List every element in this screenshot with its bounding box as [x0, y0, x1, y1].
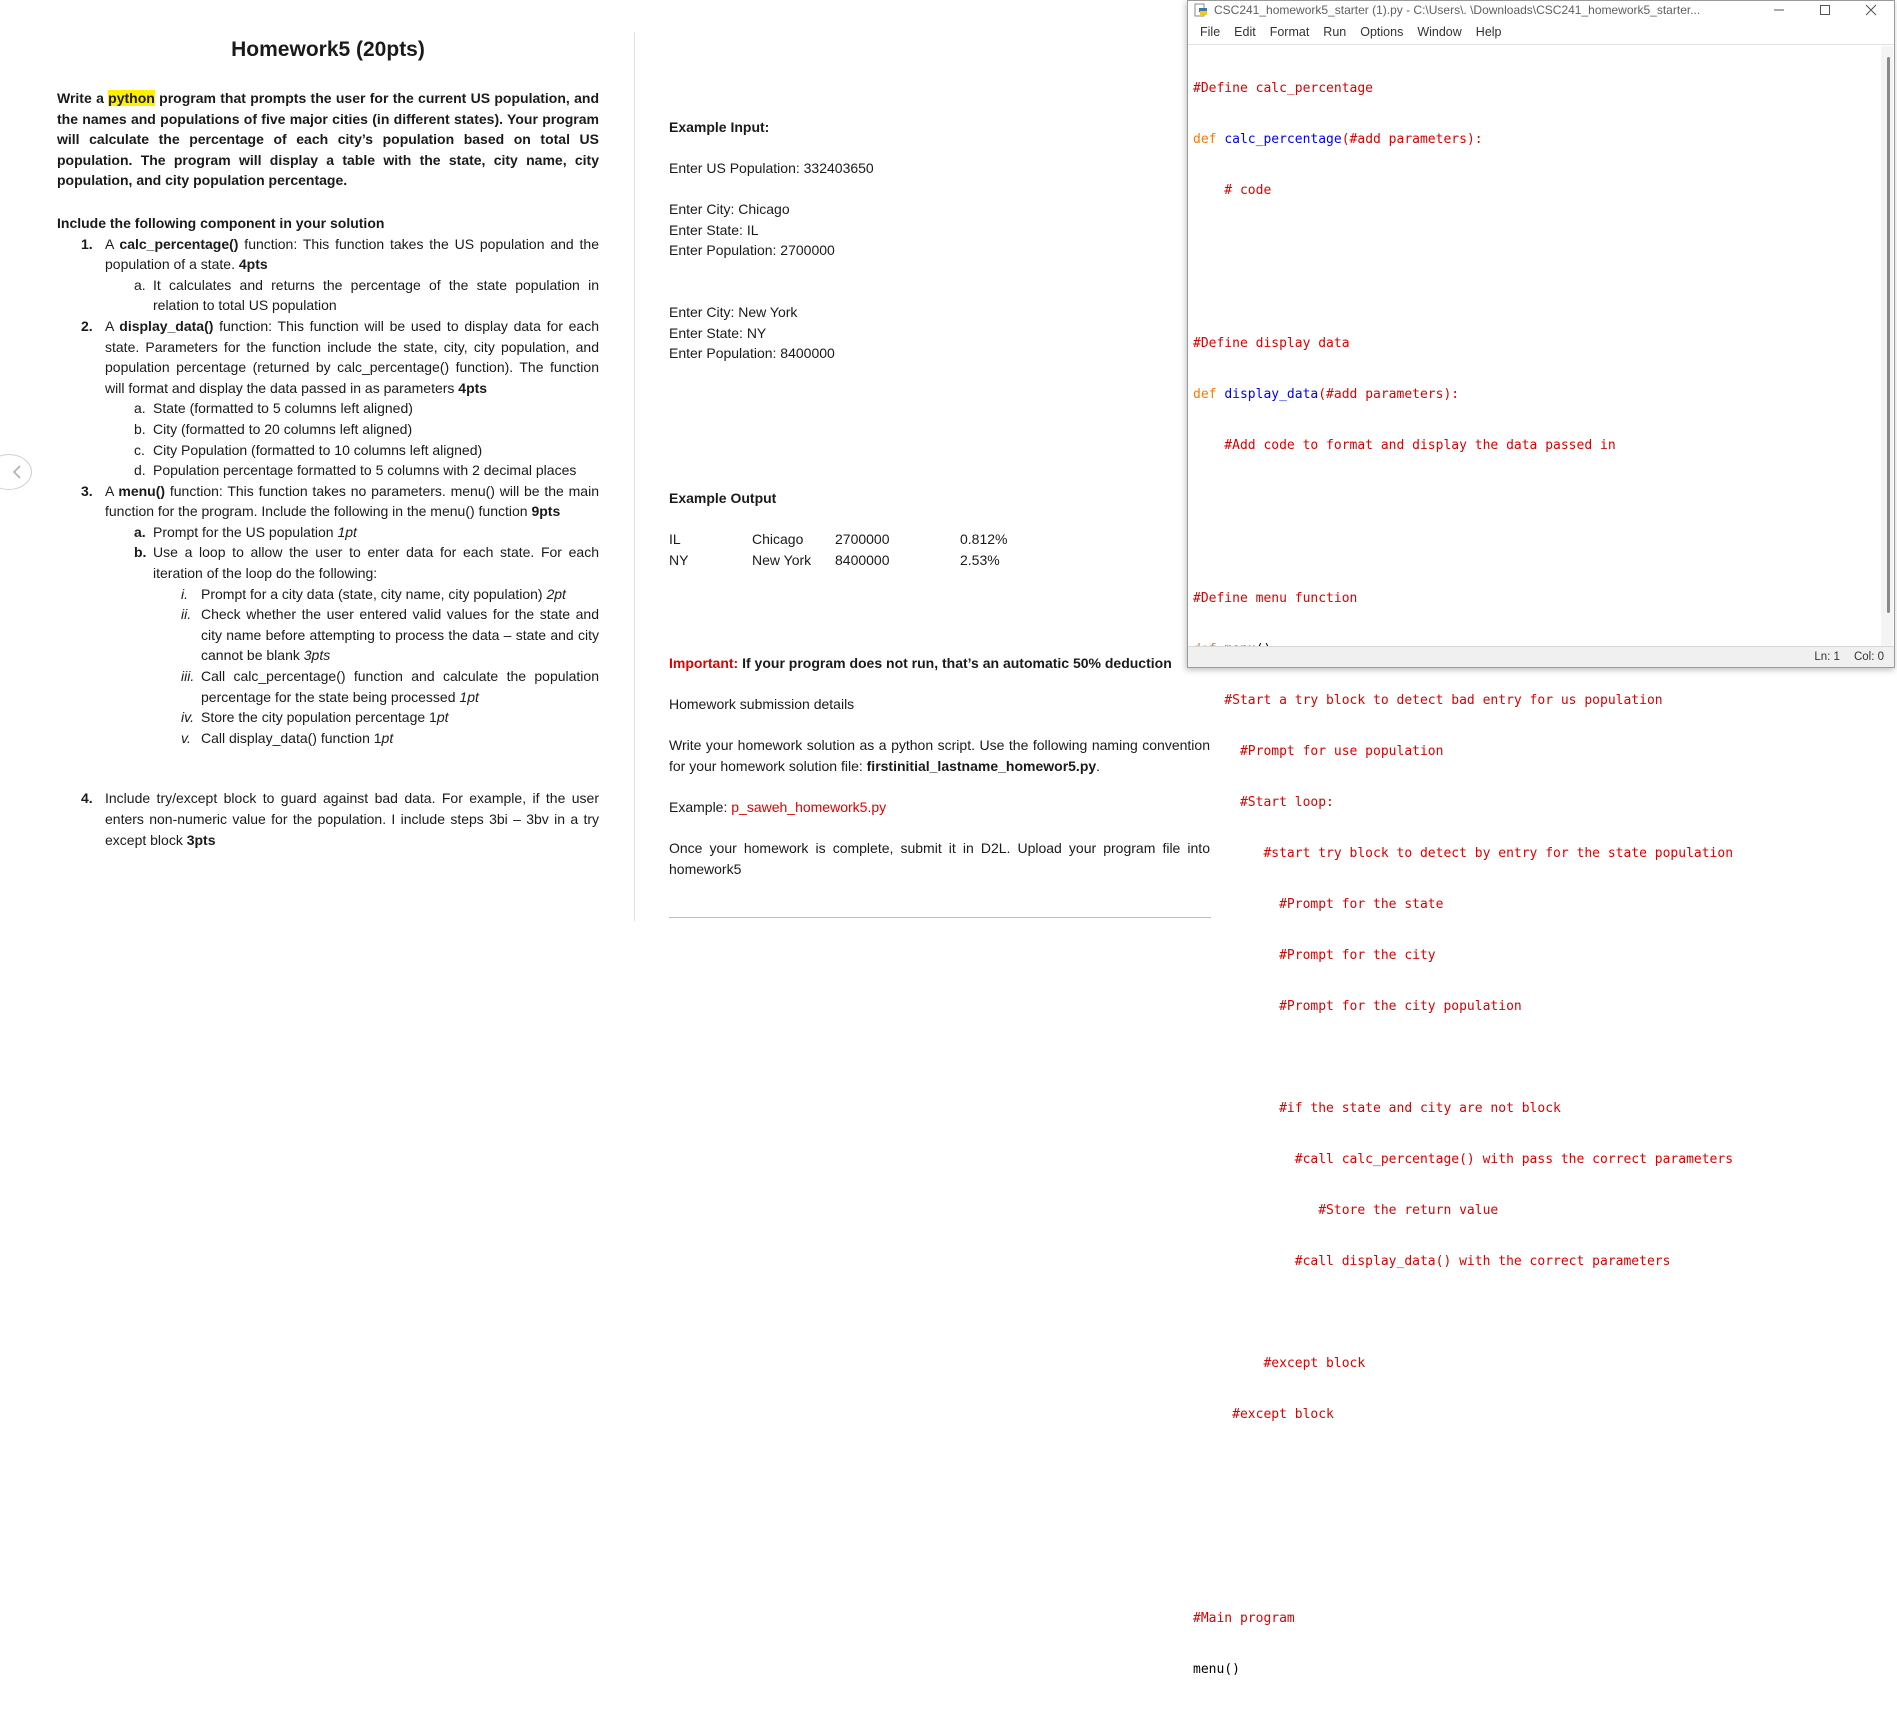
- menu-bar: [1188, 19, 1894, 45]
- previous-page-button[interactable]: [0, 454, 32, 490]
- step-numeral: iv.: [181, 709, 194, 726]
- document-left-column: [57, 36, 599, 850]
- code-keyword: def: [1193, 387, 1225, 402]
- scrollbar-thumb[interactable]: [1887, 57, 1890, 613]
- code-line: #Prompt for the state: [1193, 897, 1444, 912]
- code-line: #start try block to detect by entry for the state population: [1193, 846, 1734, 861]
- code-line: [1193, 386, 1882, 403]
- cell-population: 2700000: [835, 531, 890, 547]
- item-text: A: [105, 317, 120, 334]
- points-label: 3pts: [303, 647, 331, 664]
- step-item: [129, 604, 599, 666]
- important-label: Important:: [669, 655, 739, 671]
- sub-item: [129, 460, 599, 481]
- example-label: Example:: [669, 799, 732, 815]
- item-number: 1.: [81, 235, 93, 252]
- status-column: Col: 0: [1853, 651, 1884, 663]
- code-line: #except block: [1193, 1407, 1334, 1422]
- table-row: [669, 529, 1007, 550]
- sub-item: [129, 440, 599, 461]
- code-line-empty: [1193, 488, 1882, 505]
- menu-file[interactable]: File: [1200, 24, 1221, 39]
- menu-options[interactable]: Options: [1360, 24, 1404, 39]
- intro-text: program that prompts the user for the current US population, and the names and populations of five major cities (in different states). Your program will calculate the percentage of each city’s population based on total US population. The program will display a table with the state, city name, city population, and city population percentage.: [57, 90, 600, 189]
- window-titlebar[interactable]: [1188, 1, 1894, 19]
- item-text: A: [105, 235, 120, 252]
- points-label: 3pts: [186, 831, 216, 848]
- step-item: [129, 666, 599, 707]
- intro-text: Write a: [57, 90, 109, 106]
- step-text: Call display_data() function 1: [201, 729, 382, 746]
- code-line: #call display_data() with the correct parameters: [1193, 1254, 1671, 1269]
- sub-text: City Population (formatted to 10 columns left aligned): [153, 441, 483, 458]
- list-item: [57, 316, 599, 398]
- example-line: Enter Population: 2700000: [669, 242, 835, 258]
- item-number: 4.: [81, 790, 93, 807]
- code-line: #except block: [1193, 1356, 1366, 1371]
- example-line: Enter Population: 8400000: [669, 345, 835, 361]
- column-divider: [634, 32, 635, 921]
- list-item: [57, 234, 599, 275]
- step-numeral: v.: [181, 729, 191, 746]
- minimize-button[interactable]: [1756, 1, 1802, 19]
- points-label: 9pts: [531, 503, 561, 520]
- maximize-button[interactable]: [1802, 1, 1848, 19]
- code-line-empty: [1193, 233, 1882, 250]
- code-line: #Define calc_percentage: [1193, 81, 1374, 96]
- points-label: pt: [436, 709, 449, 726]
- minimize-icon: [1774, 5, 1784, 15]
- sub-text: State (formatted to 5 columns left aligned): [153, 400, 413, 417]
- status-bar: [1188, 646, 1894, 667]
- code-line: #call calc_percentage() with pass the correct parameters: [1193, 1152, 1734, 1167]
- important-note: [669, 653, 1172, 674]
- code-line: menu(): [1193, 1662, 1240, 1677]
- code-line-empty: [1193, 1559, 1882, 1576]
- points-label: 2pt: [546, 585, 566, 602]
- code-line: #Start a try block to detect bad entry for us population: [1193, 693, 1663, 708]
- code-line: #Define menu function: [1193, 591, 1358, 606]
- sub-letter: a.: [134, 523, 146, 540]
- function-name: menu(): [118, 482, 166, 499]
- cell-percentage: 0.812%: [960, 531, 1008, 547]
- code-line: [1193, 131, 1882, 148]
- code-line: #if the state and city are not block: [1193, 1101, 1561, 1116]
- menu-help[interactable]: Help: [1475, 24, 1502, 39]
- points-label: 1pt: [459, 688, 479, 705]
- item-number: 2.: [81, 317, 93, 334]
- step-item: [129, 584, 599, 605]
- divider: [669, 917, 1211, 918]
- code-line: #Prompt for use population: [1193, 744, 1444, 759]
- code-line-empty: [1193, 1304, 1882, 1321]
- status-line: Ln: 1: [1814, 651, 1840, 663]
- sub-letter: a.: [134, 276, 146, 293]
- sub-letter: c.: [134, 441, 145, 458]
- code-line: #Define display data: [1193, 336, 1350, 351]
- item-number: 3.: [81, 482, 93, 499]
- points-label: 1pt: [337, 523, 357, 540]
- function-name: calc_percentage(): [119, 235, 239, 252]
- sub-text: Prompt for the US population: [153, 523, 338, 540]
- points-label: pt: [381, 729, 394, 746]
- code-line-empty: [1193, 539, 1882, 556]
- idle-editor-window[interactable]: [1187, 0, 1895, 1677]
- example-input-heading: Example Input:: [669, 119, 770, 135]
- item-text: function: This function takes the US population and the population of a state.: [105, 235, 599, 273]
- code-comment: (#add parameters):: [1341, 132, 1483, 147]
- naming-text: .: [1096, 757, 1101, 774]
- points-label: 4pts: [458, 379, 488, 396]
- step-text: Store the city population percentage 1: [201, 709, 437, 726]
- code-line-empty: [1193, 284, 1882, 301]
- code-line: #Start loop:: [1193, 795, 1334, 810]
- code-def-name: calc_percentage: [1224, 132, 1342, 147]
- function-name: display_data(): [119, 317, 214, 334]
- naming-text: Write your homework solution as a python script. Use the following naming convention for your homework solution file:: [669, 737, 1210, 774]
- sub-item: [129, 522, 599, 543]
- points-label: 4pts: [238, 256, 268, 273]
- menu-window[interactable]: Window: [1417, 24, 1462, 39]
- menu-run[interactable]: Run: [1323, 24, 1347, 39]
- item-text: function: This function takes no parameters. menu() will be the main function for the program. Include the following in the menu() function: [105, 482, 599, 520]
- sub-text: Use a loop to allow the user to enter data for each state. For each iteration of the loop do the following:: [153, 544, 599, 582]
- code-keyword: def: [1193, 132, 1225, 147]
- example-filename-line: [669, 797, 886, 818]
- upload-paragraph: Once your homework is complete, submit it in D2L. Upload your program file into homework5: [669, 840, 1210, 877]
- naming-filename: firstinitial_lastname_homewor5.py: [866, 757, 1097, 774]
- submission-heading: Homework submission details: [669, 696, 855, 712]
- cell-city: New York: [752, 552, 812, 568]
- code-line: # code: [1193, 183, 1272, 198]
- maximize-icon: [1820, 5, 1830, 15]
- menu-edit[interactable]: Edit: [1234, 24, 1256, 39]
- menu-format[interactable]: Format: [1269, 24, 1310, 39]
- intro-paragraph: [57, 88, 599, 191]
- item-text: function: This function will be used to display data for each state. Parameters for the function include the state, city, city population, and population percentage (returned by calc_percentage() function). The function will format and display the data passed in as parameters: [105, 317, 599, 396]
- step-numeral: iii.: [181, 668, 195, 685]
- code-line: #Main program: [1193, 1611, 1295, 1626]
- chevron-left-icon: [12, 465, 22, 479]
- step-text: Call calc_percentage() function and calculate the population percentage for the state being processed: [201, 668, 599, 705]
- sub-item: [129, 398, 599, 419]
- code-line-empty: [1193, 1049, 1882, 1066]
- example-line: Enter State: NY: [669, 325, 767, 341]
- code-line: #Add code to format and display the data passed in: [1193, 438, 1616, 453]
- sub-item: [129, 542, 599, 583]
- step-numeral: ii.: [181, 606, 192, 623]
- cell-state: NY: [669, 552, 689, 568]
- sub-letter: d.: [134, 462, 146, 479]
- list-item: [57, 481, 599, 522]
- close-button[interactable]: [1848, 1, 1894, 19]
- code-comment: (#add parameters):: [1318, 387, 1460, 402]
- window-title: CSC241_homework5_starter (1).py - C:\Users\. \Downloads\CSC241_homework5_starter...: [1214, 3, 1701, 17]
- example-output-heading: Example Output: [669, 490, 777, 506]
- example-line: Enter State: IL: [669, 222, 759, 238]
- code-line: #Store the return value: [1193, 1203, 1499, 1218]
- table-row: [669, 550, 1000, 571]
- naming-paragraph: [669, 735, 1210, 776]
- close-icon: [1866, 5, 1876, 15]
- code-line: #Prompt for the city population: [1193, 999, 1522, 1014]
- step-numeral: i.: [181, 585, 188, 602]
- example-line: Enter City: Chicago: [669, 201, 790, 217]
- requirements-heading: Include the following component in your solution: [57, 214, 385, 231]
- example-filename: p_saweh_homework5.py: [731, 799, 887, 815]
- python-file-icon: [1194, 3, 1208, 17]
- highlighted-word: python: [108, 90, 155, 106]
- sub-text: It calculates and returns the percentage of the state population in relation to total US population: [153, 276, 599, 314]
- list-item: [57, 788, 599, 850]
- sub-item: [129, 419, 599, 440]
- code-line-empty: [1193, 1457, 1882, 1474]
- example-line: Enter US Population: 332403650: [669, 160, 874, 176]
- cell-percentage: 2.53%: [960, 552, 1000, 568]
- step-item: [129, 728, 599, 749]
- code-line: #Prompt for the city: [1193, 948, 1436, 963]
- page-title: Homework5 (20pts): [231, 38, 425, 61]
- cell-city: Chicago: [752, 531, 804, 547]
- item-text: A: [105, 482, 119, 499]
- sub-text: Population percentage formatted to 5 columns with 2 decimal places: [153, 462, 577, 479]
- sub-text: City (formatted to 20 columns left aligned): [153, 420, 413, 437]
- code-def-name: display_data: [1224, 387, 1319, 402]
- example-line: Enter City: New York: [669, 304, 798, 320]
- sub-letter: a.: [134, 400, 146, 417]
- cell-state: IL: [669, 531, 681, 547]
- requirements-list: [57, 234, 599, 851]
- code-line-empty: [1193, 1508, 1882, 1525]
- item-text: Include try/except block to guard against bad data. For example, if the user enters non-numeric value for the population. I include steps 3bi – 3bv in a try except block: [105, 790, 599, 848]
- sub-letter: b.: [134, 420, 146, 437]
- step-item: [129, 707, 599, 728]
- sub-letter: b.: [134, 544, 147, 561]
- cell-population: 8400000: [835, 552, 890, 568]
- sub-item: [129, 275, 599, 316]
- important-text: If your program does not run, that’s an automatic 50% deduction: [738, 655, 1172, 671]
- step-text: Prompt for a city data (state, city name, city population): [201, 585, 547, 602]
- step-text: Check whether the user entered valid values for the state and city name before attempting to process the data – state and city cannot be blank: [201, 606, 599, 664]
